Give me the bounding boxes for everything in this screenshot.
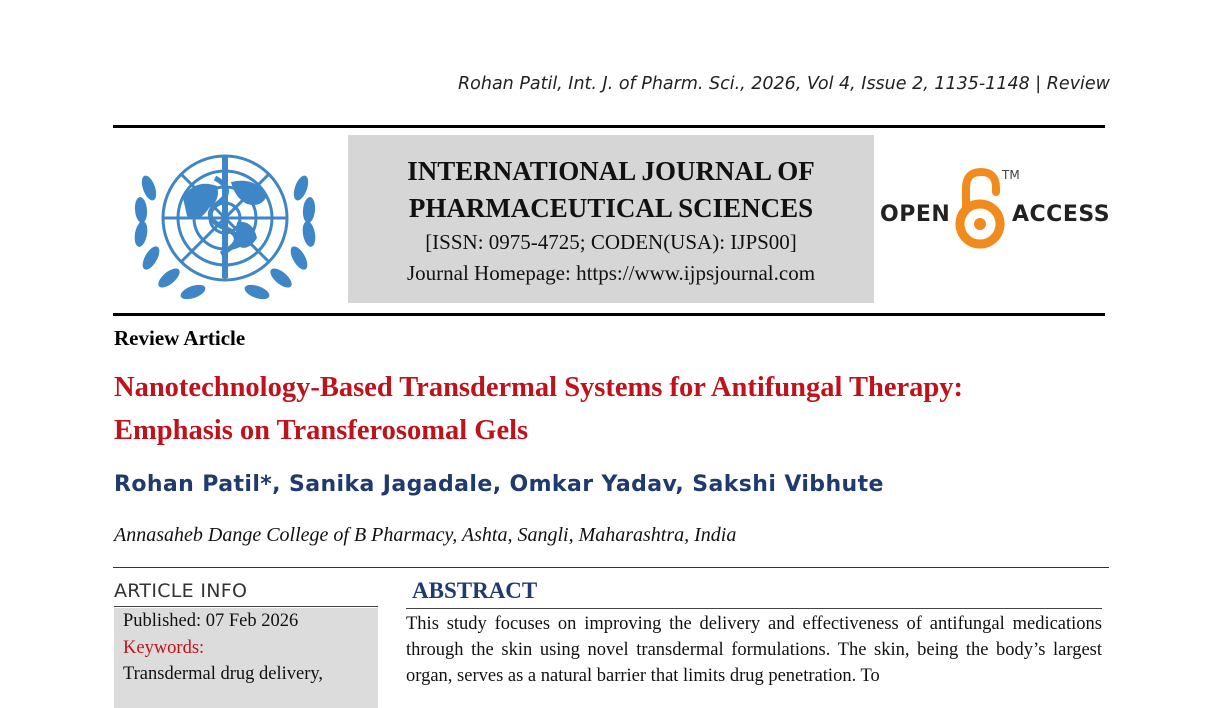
journal-issn: [ISSN: 0975-4725; CODEN(USA): IJPS00] [425,230,797,254]
published-date: Published: 07 Feb 2026 [123,611,299,631]
abstract-rule [406,608,1102,609]
article-title-line1: Nanotechnology-Based Transdermal Systems for Antifungal Therapy: [114,372,963,403]
header-rule [113,125,1105,128]
article-authors: Rohan Patil*, Sanika Jagadale, Omkar Yadav, Sakshi Vibhute [114,472,884,497]
open-lock-icon [954,166,1006,250]
journal-citation: Rohan Patil, Int. J. of Pharm. Sci., 2026, Vol 4, Issue 2, 1135-1148 | Review [457,74,1110,94]
article-info-rule [114,606,378,607]
journal-masthead [348,135,874,303]
journal-title [348,153,874,227]
journal-title-line2: PHARMACEUTICAL SCIENCES [408,193,814,223]
article-info-box [114,608,378,708]
journal-logo-emblem [125,138,325,306]
keyword-item: Transdermal drug delivery, [123,664,324,684]
section-divider [113,567,1109,568]
article-title-line2: Emphasis on Transferosomal Gels [114,415,529,446]
keywords-label: Keywords: [123,638,205,658]
masthead-rule [113,313,1105,316]
journal-title-line1: INTERNATIONAL JOURNAL OF [407,156,815,186]
abstract-heading: ABSTRACT [412,578,538,603]
open-access-word-access: ACCESS [1012,202,1111,227]
author-affiliation: Annasaheb Dange College of B Pharmacy, Ashta, Sangli, Maharashtra, India [114,524,737,546]
article-title [114,366,1114,452]
article-type: Review Article [114,326,246,350]
open-access-tm: TM [1002,168,1020,182]
journal-homepage[interactable]: Journal Homepage: https://www.ijpsjournal.com [406,261,816,285]
open-access-logo [878,160,1111,255]
open-access-word-open: OPEN [880,202,951,227]
abstract-text: This study focuses on improving the delivery and effectiveness of antifungal medications through the skin using novel transdermal formulations. The skin, being the body’s largest organ, serves as a natural barrier that limits drug penetration. To [406,614,1102,686]
article-info-heading: ARTICLE INFO [114,580,248,602]
